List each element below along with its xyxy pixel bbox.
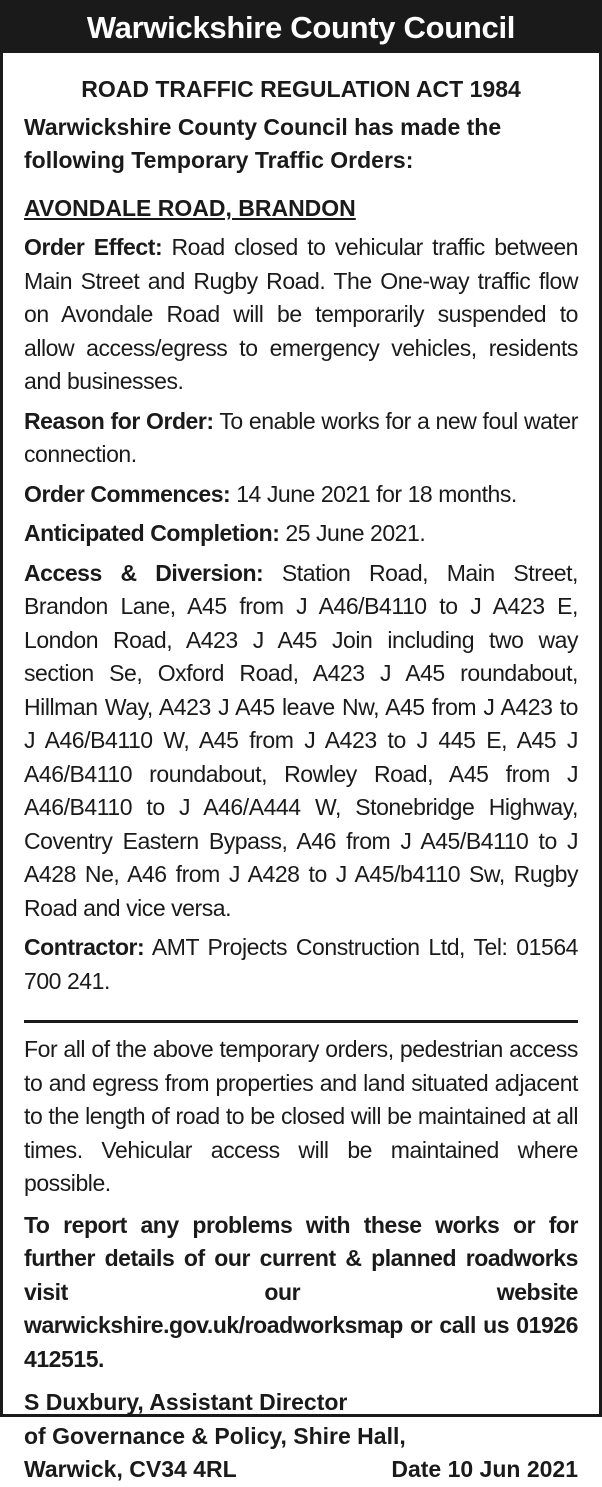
- notice-date: Date 10 Jun 2021: [391, 1456, 578, 1482]
- commences-text: 14 June 2021 for 18 months.: [230, 480, 517, 507]
- access-diversion: [24, 557, 578, 926]
- order-effect: [24, 231, 578, 399]
- reason-for-order: [24, 405, 578, 472]
- lead-paragraph: Warwickshire County Council has made the following Temporary Traffic Orders:: [24, 113, 502, 173]
- commences-label: Order Commences:: [24, 480, 231, 507]
- contractor-text: AMT Projects Construction Ltd, Tel: 01564 700 241.: [24, 934, 578, 994]
- order-effect-label: Order Effect:: [24, 234, 163, 260]
- act-title: ROAD TRAFFIC REGULATION ACT 1984: [81, 76, 521, 102]
- signoff-line-1: S Duxbury, Assistant Director: [24, 1389, 348, 1415]
- contractor: [24, 931, 578, 998]
- signoff: [24, 1386, 578, 1487]
- signoff-row: [24, 1453, 578, 1487]
- notice-body: [3, 73, 599, 1487]
- completion-label: Anticipated Completion:: [24, 520, 280, 546]
- signoff-line-2: of Governance & Policy, Shire Hall,: [24, 1422, 406, 1449]
- road-heading: AVONDALE ROAD, BRANDON: [24, 194, 356, 221]
- signoff-address: Warwick, CV34 4RL: [24, 1456, 237, 1482]
- reason-label: Reason for Order:: [24, 407, 214, 434]
- order-effect-text: Road closed to vehicular traffic between Main Street and Rugby Road. The One-way traffic flow on Avondale Road will be temporarily suspended to allow access/egress to emergency vehicles, residents and businesses.: [24, 234, 579, 394]
- contractor-label: Contractor:: [24, 934, 145, 960]
- report-note: To report any problems with these works or for further details of our current & planned roadworks visit our website warwickshire.gov.uk/roadworksmap or call us 01926 412515.: [24, 1211, 578, 1372]
- council-title: Warwickshire County Council: [3, 3, 599, 53]
- diversion-label: Access & Diversion:: [24, 559, 264, 586]
- diversion-text: Station Road, Main Street, Brandon Lane, A45 from J A46/B4110 to J A423 E, London Road, A423 J A45 Join including two way section Se, Oxford Road, A423 J A45 roundabout, Hillman Way, A423 J A45 leave Nw, A45 from J A423 to J A46/B4110 W, A45 from J A423 to J 445 E, A45 J A46/B4110 roundabout, Rowley Road, A45 from J A46/B4110 to J A46/A444 W, Stonebridge Highway, Coventry Eastern Bypass, A46 from J A45/B4110 to J A428 Ne, A46 from J A428 to J A45/b4110 Sw, Rugby Road and vice versa.: [24, 559, 579, 921]
- reason-text: To enable works for a new foul water connection.: [24, 407, 578, 467]
- section-divider: [24, 1020, 578, 1023]
- anticipated-completion: [24, 517, 578, 551]
- pedestrian-note: For all of the above temporary orders, pedestrian access to and egress from properties and land situated adjacent to the length of road to be closed will be maintained at all times. Vehicular access will be maintained where possible.: [24, 1036, 578, 1196]
- order-commences: [24, 478, 578, 512]
- completion-text: 25 June 2021.: [279, 520, 426, 546]
